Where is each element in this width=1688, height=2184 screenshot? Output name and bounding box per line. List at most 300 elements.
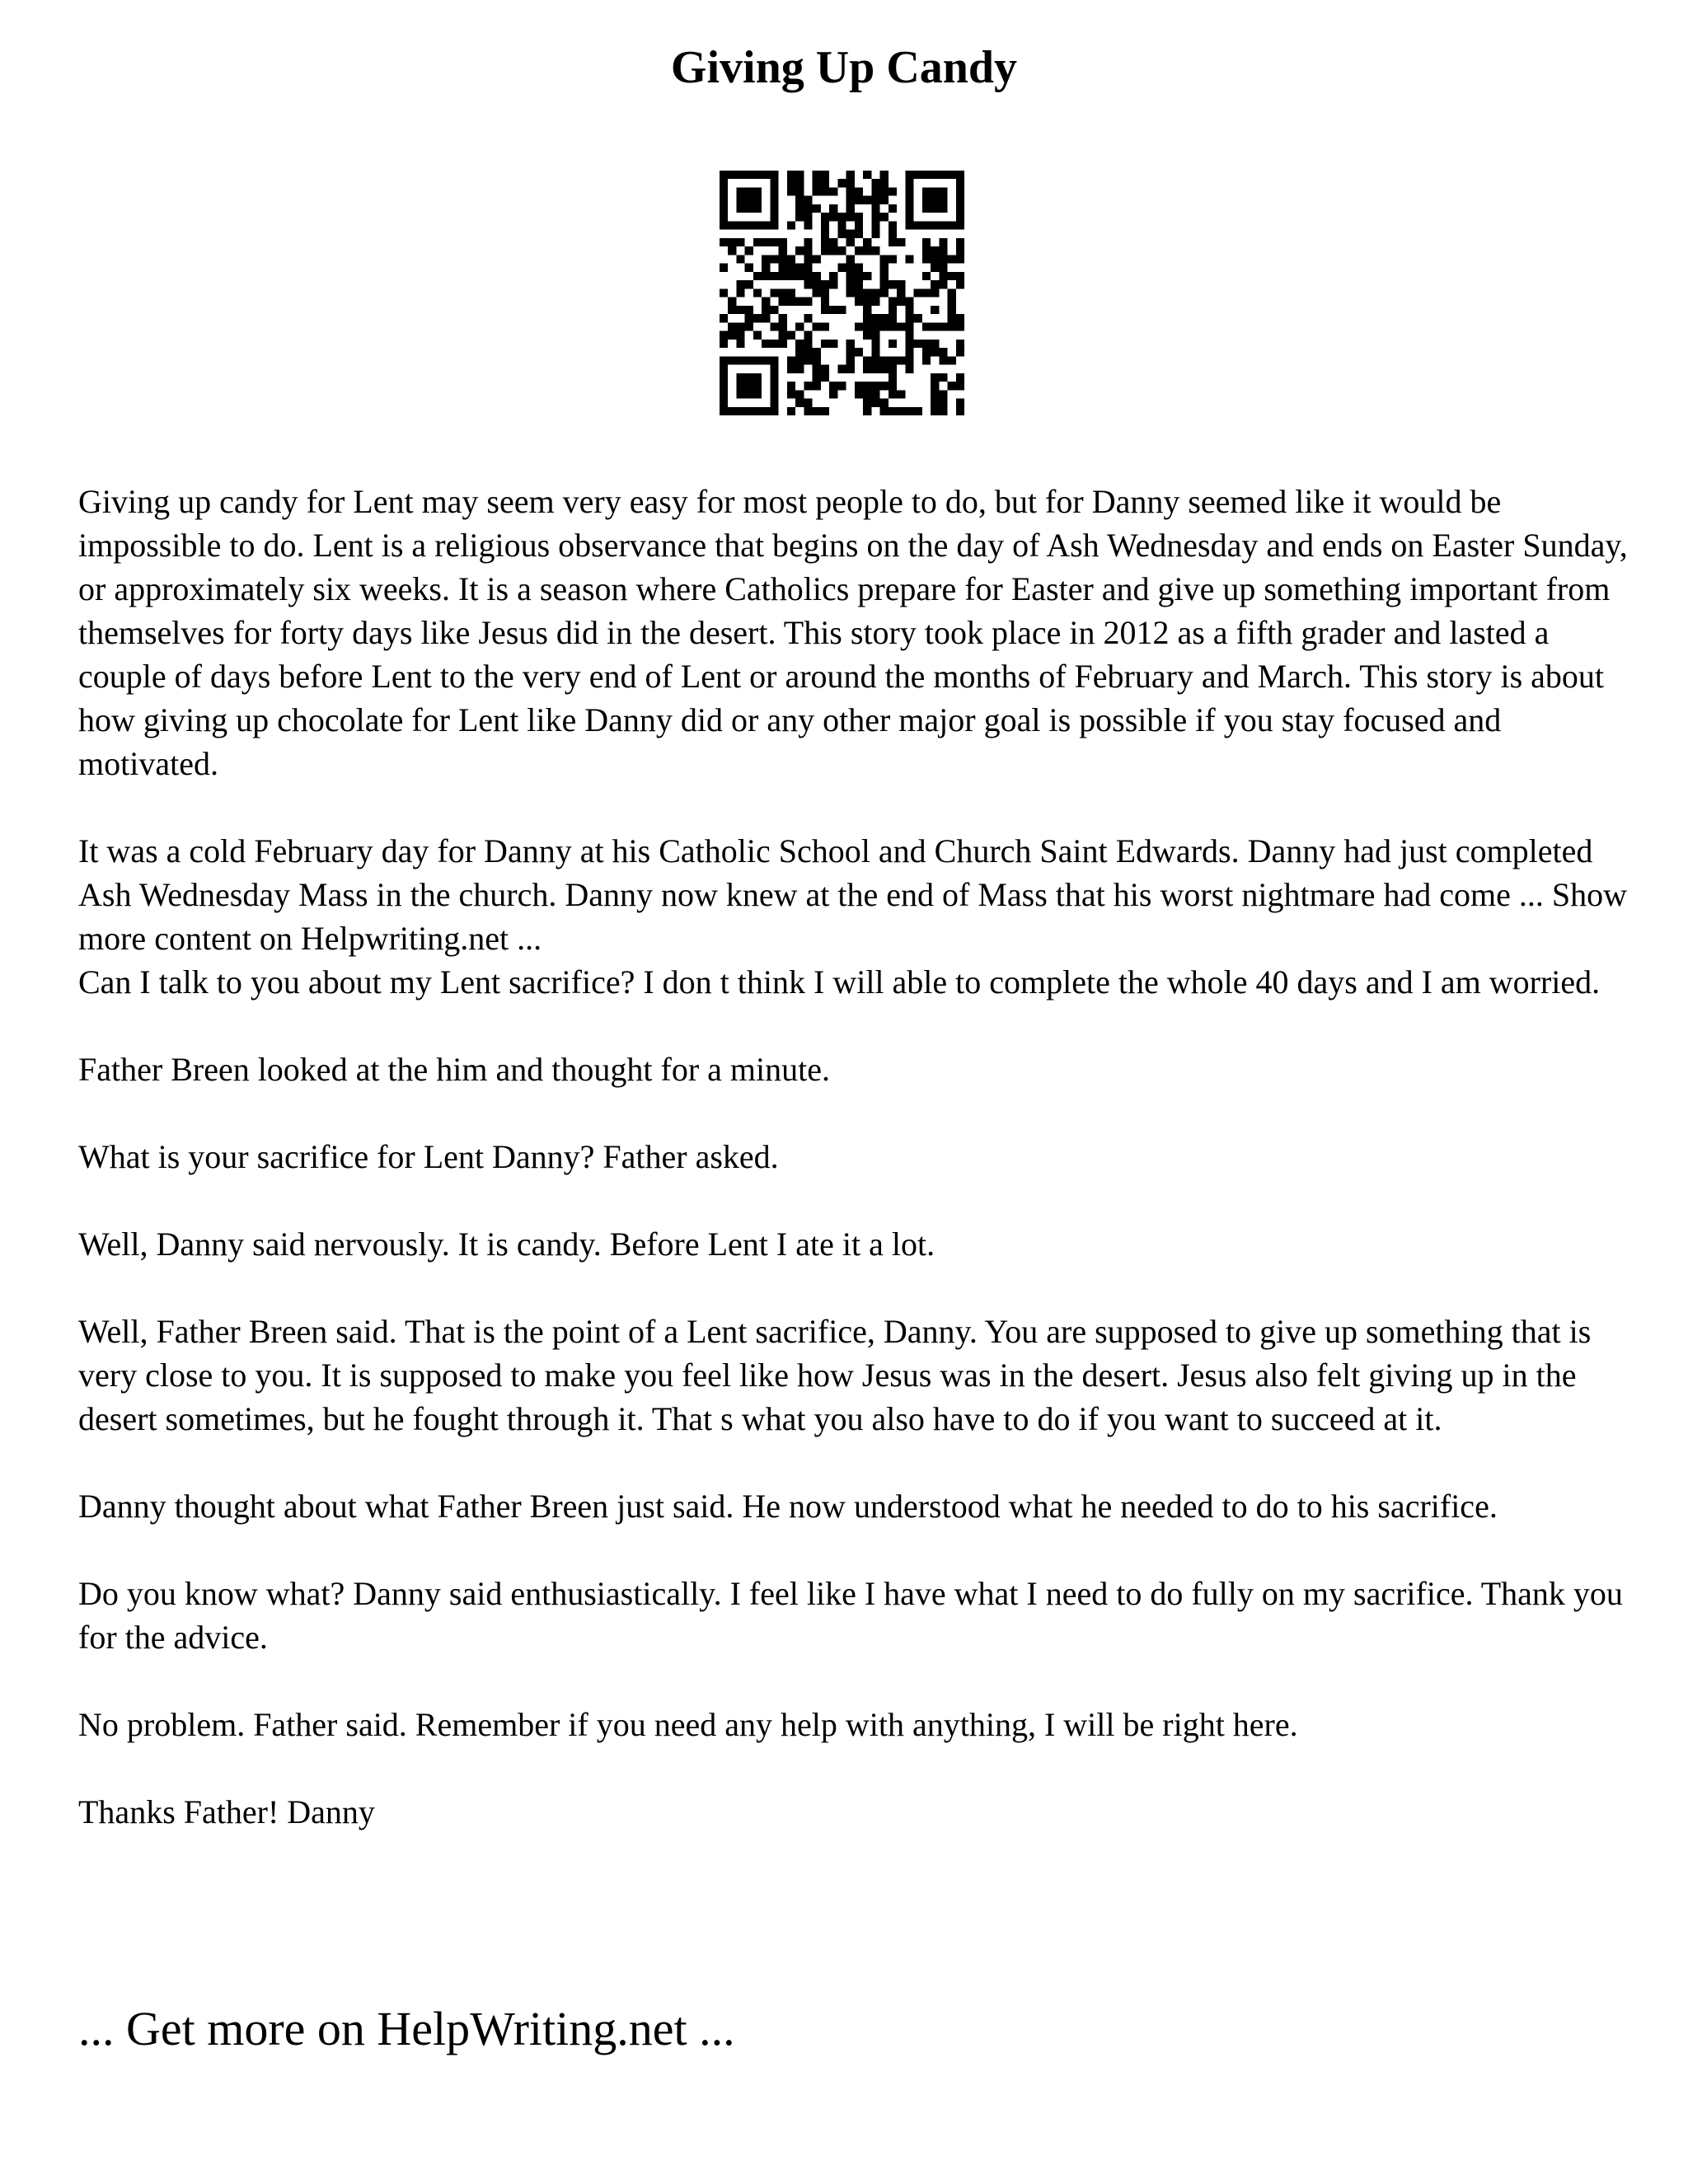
qr-module bbox=[720, 187, 728, 195]
qr-module bbox=[880, 196, 889, 204]
qr-module bbox=[914, 407, 922, 415]
qr-module bbox=[880, 288, 889, 297]
qr-module bbox=[922, 246, 931, 255]
qr-module bbox=[837, 246, 846, 255]
qr-module bbox=[762, 314, 770, 322]
qr-module bbox=[753, 221, 762, 229]
qr-module bbox=[863, 298, 871, 306]
qr-module bbox=[956, 246, 964, 255]
qr-module bbox=[795, 246, 804, 255]
qr-module bbox=[770, 288, 778, 297]
qr-module bbox=[956, 340, 964, 348]
qr-module bbox=[905, 171, 913, 179]
qr-module bbox=[770, 255, 778, 263]
qr-module bbox=[736, 356, 744, 364]
qr-module bbox=[855, 348, 863, 356]
qr-module bbox=[736, 390, 744, 398]
qr-module bbox=[939, 390, 947, 398]
qr-module bbox=[855, 272, 863, 280]
qr-module bbox=[880, 322, 889, 330]
qr-module bbox=[855, 221, 863, 229]
paragraph-danny-understood: Danny thought about what Father Breen just said. He now understood what he needed to do to his sacrifice. bbox=[78, 1488, 1498, 1525]
qr-module bbox=[871, 204, 879, 213]
qr-module bbox=[863, 238, 871, 246]
qr-module bbox=[956, 280, 964, 288]
qr-module bbox=[939, 264, 947, 272]
qr-module bbox=[880, 272, 889, 280]
qr-module bbox=[787, 331, 795, 340]
qr-module bbox=[939, 221, 947, 229]
qr-module bbox=[745, 382, 753, 390]
qr-module bbox=[813, 204, 821, 213]
qr-module bbox=[939, 399, 947, 407]
qr-module bbox=[787, 187, 795, 195]
qr-module bbox=[804, 280, 812, 288]
qr-module bbox=[821, 213, 829, 221]
qr-module bbox=[889, 298, 897, 306]
qr-module bbox=[728, 221, 736, 229]
qr-module bbox=[762, 340, 770, 348]
paragraph-danny-candy: Well, Danny said nervously. It is candy. Before Lent I ate it a lot. bbox=[78, 1226, 935, 1263]
qr-module bbox=[863, 288, 871, 297]
qr-module bbox=[829, 306, 837, 314]
qr-module bbox=[871, 221, 879, 229]
document-title: Giving Up Candy bbox=[670, 42, 1018, 93]
qr-module bbox=[829, 238, 837, 246]
qr-module bbox=[762, 306, 770, 314]
qr-module bbox=[871, 399, 879, 407]
qr-module bbox=[720, 196, 728, 204]
qr-module bbox=[779, 255, 787, 263]
qr-module bbox=[905, 365, 913, 373]
qr-module bbox=[745, 306, 753, 314]
qr-module bbox=[939, 356, 947, 364]
qr-module bbox=[736, 187, 744, 195]
qr-module bbox=[821, 322, 829, 330]
article-body bbox=[78, 480, 1628, 1877]
qr-module bbox=[855, 187, 863, 195]
qr-module bbox=[871, 246, 879, 255]
paragraph-no-problem: No problem. Father said. Remember if you need any help with anything, I will be right here. bbox=[78, 1706, 1298, 1743]
qr-module bbox=[787, 179, 795, 187]
qr-module bbox=[956, 187, 964, 195]
qr-module bbox=[779, 264, 787, 272]
qr-module bbox=[880, 314, 889, 322]
qr-module bbox=[939, 407, 947, 415]
qr-module bbox=[914, 171, 922, 179]
qr-module bbox=[779, 272, 787, 280]
qr-module bbox=[846, 171, 855, 179]
qr-module bbox=[813, 365, 821, 373]
qr-module bbox=[728, 407, 736, 415]
qr-module bbox=[855, 213, 863, 221]
qr-module bbox=[762, 407, 770, 415]
qr-module bbox=[922, 348, 931, 356]
qr-module bbox=[905, 196, 913, 204]
qr-module bbox=[956, 255, 964, 263]
qr-module bbox=[736, 407, 744, 415]
qr-module bbox=[821, 221, 829, 229]
qr-module bbox=[956, 179, 964, 187]
qr-module bbox=[897, 238, 905, 246]
qr-module bbox=[795, 179, 804, 187]
qr-module bbox=[745, 246, 753, 255]
qr-module bbox=[922, 340, 931, 348]
qr-module bbox=[813, 288, 821, 297]
qr-module bbox=[855, 382, 863, 390]
qr-module bbox=[795, 187, 804, 195]
qr-module bbox=[939, 255, 947, 263]
qr-module bbox=[889, 382, 897, 390]
qr-module bbox=[931, 306, 939, 314]
qr-module bbox=[728, 356, 736, 364]
qr-module bbox=[871, 382, 879, 390]
qr-module bbox=[889, 280, 897, 288]
qr-module bbox=[821, 306, 829, 314]
qr-module bbox=[720, 407, 728, 415]
qr-module bbox=[720, 382, 728, 390]
qr-module bbox=[939, 280, 947, 288]
qr-module bbox=[846, 272, 855, 280]
qr-module bbox=[956, 221, 964, 229]
qr-module bbox=[863, 365, 871, 373]
qr-module bbox=[863, 171, 871, 179]
qr-module bbox=[745, 171, 753, 179]
qr-module bbox=[837, 221, 846, 229]
qr-module bbox=[770, 340, 778, 348]
qr-module bbox=[720, 204, 728, 213]
qr-code-graphic bbox=[720, 171, 964, 415]
qr-module bbox=[871, 322, 879, 330]
qr-module bbox=[922, 221, 931, 229]
qr-module bbox=[770, 179, 778, 187]
qr-module bbox=[753, 356, 762, 364]
qr-module bbox=[720, 238, 728, 246]
qr-module bbox=[813, 179, 821, 187]
qr-module bbox=[914, 221, 922, 229]
qr-module bbox=[728, 246, 736, 255]
qr-module bbox=[795, 171, 804, 179]
qr-module bbox=[720, 314, 728, 322]
qr-module bbox=[770, 187, 778, 195]
qr-module bbox=[939, 246, 947, 255]
qr-module bbox=[787, 288, 795, 297]
qr-module bbox=[821, 246, 829, 255]
qr-module bbox=[948, 322, 956, 330]
qr-module bbox=[770, 238, 778, 246]
qr-module bbox=[795, 272, 804, 280]
qr-module bbox=[939, 322, 947, 330]
qr-module bbox=[871, 196, 879, 204]
qr-module bbox=[889, 204, 897, 213]
qr-module bbox=[855, 246, 863, 255]
qr-module bbox=[837, 179, 846, 187]
qr-module bbox=[956, 382, 964, 390]
qr-module bbox=[846, 356, 855, 364]
qr-module bbox=[905, 187, 913, 195]
qr-module bbox=[745, 390, 753, 398]
qr-module bbox=[804, 272, 812, 280]
qr-module bbox=[931, 280, 939, 288]
qr-module bbox=[813, 280, 821, 288]
qr-module bbox=[871, 348, 879, 356]
qr-module bbox=[770, 322, 778, 330]
qr-module bbox=[837, 365, 846, 373]
qr-module bbox=[871, 213, 879, 221]
qr-module bbox=[804, 213, 812, 221]
qr-module bbox=[728, 322, 736, 330]
qr-module bbox=[837, 382, 846, 390]
qr-module bbox=[855, 230, 863, 238]
qr-module bbox=[931, 246, 939, 255]
qr-module bbox=[804, 407, 812, 415]
qr-module bbox=[728, 171, 736, 179]
paragraph-what-is-your-sacrifice: What is your sacrifice for Lent Danny? Father asked. bbox=[78, 1138, 779, 1175]
qr-module bbox=[821, 171, 829, 179]
qr-module bbox=[804, 382, 812, 390]
qr-module bbox=[795, 213, 804, 221]
qr-module bbox=[720, 264, 728, 272]
qr-module bbox=[905, 340, 913, 348]
qr-module bbox=[720, 365, 728, 373]
qr-module bbox=[939, 373, 947, 382]
qr-module bbox=[939, 196, 947, 204]
qr-module bbox=[804, 204, 812, 213]
qr-module bbox=[956, 196, 964, 204]
qr-module bbox=[863, 314, 871, 322]
qr-module bbox=[762, 264, 770, 272]
qr-module bbox=[905, 306, 913, 314]
qr-module bbox=[795, 356, 804, 364]
qr-module bbox=[889, 390, 897, 398]
get-more-link[interactable]: ... Get more on HelpWriting.net ... bbox=[78, 2002, 735, 2055]
qr-module bbox=[863, 306, 871, 314]
qr-module bbox=[948, 171, 956, 179]
qr-module bbox=[837, 213, 846, 221]
qr-module bbox=[745, 356, 753, 364]
qr-module bbox=[753, 272, 762, 280]
qr-module bbox=[804, 255, 812, 263]
qr-module bbox=[829, 280, 837, 288]
qr-module bbox=[905, 314, 913, 322]
qr-module bbox=[889, 340, 897, 348]
qr-module bbox=[770, 213, 778, 221]
qr-module bbox=[948, 221, 956, 229]
qr-module bbox=[863, 331, 871, 340]
qr-module bbox=[948, 288, 956, 297]
qr-module bbox=[948, 306, 956, 314]
qr-module bbox=[813, 322, 821, 330]
qr-module bbox=[762, 272, 770, 280]
qr-module bbox=[889, 356, 897, 364]
qr-module bbox=[863, 399, 871, 407]
qr-module bbox=[779, 314, 787, 322]
qr-module bbox=[813, 171, 821, 179]
qr-module bbox=[728, 238, 736, 246]
qr-module bbox=[948, 382, 956, 390]
qr-module bbox=[795, 365, 804, 373]
qr-module bbox=[736, 171, 744, 179]
qr-module bbox=[779, 238, 787, 246]
qr-module bbox=[905, 179, 913, 187]
qr-module bbox=[905, 255, 913, 263]
qr-module bbox=[795, 340, 804, 348]
qr-module bbox=[889, 221, 897, 229]
qr-module bbox=[813, 255, 821, 263]
qr-module bbox=[779, 288, 787, 297]
qr-module bbox=[846, 187, 855, 195]
qr-module bbox=[939, 187, 947, 195]
qr-module bbox=[914, 314, 922, 322]
qr-module bbox=[795, 399, 804, 407]
qr-module bbox=[948, 255, 956, 263]
qr-module bbox=[795, 264, 804, 272]
qr-module bbox=[837, 306, 846, 314]
qr-module bbox=[871, 187, 879, 195]
qr-module bbox=[821, 187, 829, 195]
qr-module bbox=[804, 221, 812, 229]
qr-module bbox=[779, 298, 787, 306]
qr-module bbox=[795, 390, 804, 398]
qr-module bbox=[829, 340, 837, 348]
qr-module bbox=[897, 390, 905, 398]
qr-module bbox=[889, 238, 897, 246]
qr-module bbox=[846, 179, 855, 187]
qr-module bbox=[880, 407, 889, 415]
qr-module bbox=[922, 238, 931, 246]
qr-module bbox=[720, 356, 728, 364]
qr-module bbox=[770, 399, 778, 407]
qr-module bbox=[787, 298, 795, 306]
qr-module bbox=[821, 365, 829, 373]
qr-module bbox=[821, 373, 829, 382]
qr-module bbox=[905, 204, 913, 213]
qr-module bbox=[880, 213, 889, 221]
paragraph-thanks-father: Thanks Father! Danny bbox=[78, 1793, 375, 1830]
qr-module bbox=[728, 298, 736, 306]
qr-module bbox=[736, 238, 744, 246]
qr-module bbox=[931, 322, 939, 330]
qr-module bbox=[829, 390, 837, 398]
qr-module bbox=[779, 322, 787, 330]
qr-module bbox=[889, 187, 897, 195]
qr-module bbox=[804, 298, 812, 306]
qr-module bbox=[804, 238, 812, 246]
qr-module bbox=[753, 187, 762, 195]
paragraph-cold-february-day: It was a cold February day for Danny at his Catholic School and Church Saint Edwards. Danny had just completed Ash Wednesday Mass in the church. Danny now knew at the end of Mass that his worst nightmare had come ... Show more content on Helpwriting.net ... bbox=[78, 832, 1628, 957]
qr-module bbox=[905, 221, 913, 229]
qr-module bbox=[871, 179, 879, 187]
paragraph-father-breen-advice: Well, Father Breen said. That is the point of a Lent sacrifice, Danny. You are supposed to give up something that is very close to you. It is supposed to make you feel like how Jesus was in the desert. Jesus also felt giving up in the desert sometimes, but he fought through it. That s what you also have to do if you want to succeed at it. bbox=[78, 1313, 1592, 1437]
qr-module bbox=[871, 230, 879, 238]
qr-module bbox=[922, 288, 931, 297]
qr-module bbox=[745, 407, 753, 415]
qr-module bbox=[787, 264, 795, 272]
qr-module bbox=[905, 348, 913, 356]
qr-module bbox=[871, 288, 879, 297]
qr-module bbox=[922, 196, 931, 204]
qr-module bbox=[931, 204, 939, 213]
qr-module bbox=[931, 187, 939, 195]
qr-module bbox=[770, 365, 778, 373]
qr-module bbox=[846, 340, 855, 348]
qr-module bbox=[753, 238, 762, 246]
qr-module bbox=[846, 288, 855, 297]
qr-module bbox=[770, 221, 778, 229]
qr-module bbox=[829, 187, 837, 195]
qr-module bbox=[736, 322, 744, 330]
qr-module bbox=[829, 272, 837, 280]
qr-module bbox=[813, 382, 821, 390]
qr-module bbox=[956, 171, 964, 179]
qr-module bbox=[956, 238, 964, 246]
qr-module bbox=[804, 314, 812, 322]
qr-module bbox=[871, 331, 879, 340]
qr-module bbox=[770, 390, 778, 398]
qr-module bbox=[871, 298, 879, 306]
qr-module bbox=[889, 373, 897, 382]
qr-module bbox=[829, 213, 837, 221]
qr-module bbox=[889, 322, 897, 330]
qr-module bbox=[922, 356, 931, 364]
qr-module bbox=[736, 306, 744, 314]
qr-module bbox=[931, 373, 939, 382]
qr-module bbox=[897, 407, 905, 415]
qr-module bbox=[770, 171, 778, 179]
qr-module bbox=[736, 280, 744, 288]
qr-module bbox=[720, 221, 728, 229]
qr-module bbox=[720, 331, 728, 340]
qr-module bbox=[813, 272, 821, 280]
qr-module bbox=[770, 407, 778, 415]
qr-module bbox=[787, 390, 795, 398]
qr-module bbox=[762, 221, 770, 229]
qr-module bbox=[905, 322, 913, 330]
qr-module bbox=[948, 356, 956, 364]
qr-module bbox=[787, 272, 795, 280]
qr-module bbox=[880, 187, 889, 195]
qr-module bbox=[795, 322, 804, 330]
qr-module bbox=[863, 407, 871, 415]
qr-module bbox=[931, 407, 939, 415]
qr-module bbox=[863, 382, 871, 390]
qr-module bbox=[821, 340, 829, 348]
qr-module bbox=[720, 373, 728, 382]
qr-module bbox=[728, 331, 736, 340]
qr-module bbox=[897, 356, 905, 364]
qr-module bbox=[939, 204, 947, 213]
qr-module bbox=[753, 171, 762, 179]
qr-module bbox=[736, 340, 744, 348]
qr-module bbox=[846, 238, 855, 246]
qr-module bbox=[829, 246, 837, 255]
qr-module bbox=[880, 399, 889, 407]
qr-module bbox=[745, 187, 753, 195]
qr-module bbox=[939, 238, 947, 246]
qr-module bbox=[762, 298, 770, 306]
qr-module bbox=[880, 255, 889, 263]
qr-module bbox=[846, 204, 855, 213]
qr-module bbox=[889, 255, 897, 263]
qr-module bbox=[720, 399, 728, 407]
qr-module bbox=[889, 314, 897, 322]
qr-module bbox=[829, 204, 837, 213]
qr-module bbox=[880, 365, 889, 373]
qr-module bbox=[753, 373, 762, 382]
qr-module bbox=[779, 340, 787, 348]
qr-module bbox=[956, 272, 964, 280]
qr-module bbox=[829, 382, 837, 390]
